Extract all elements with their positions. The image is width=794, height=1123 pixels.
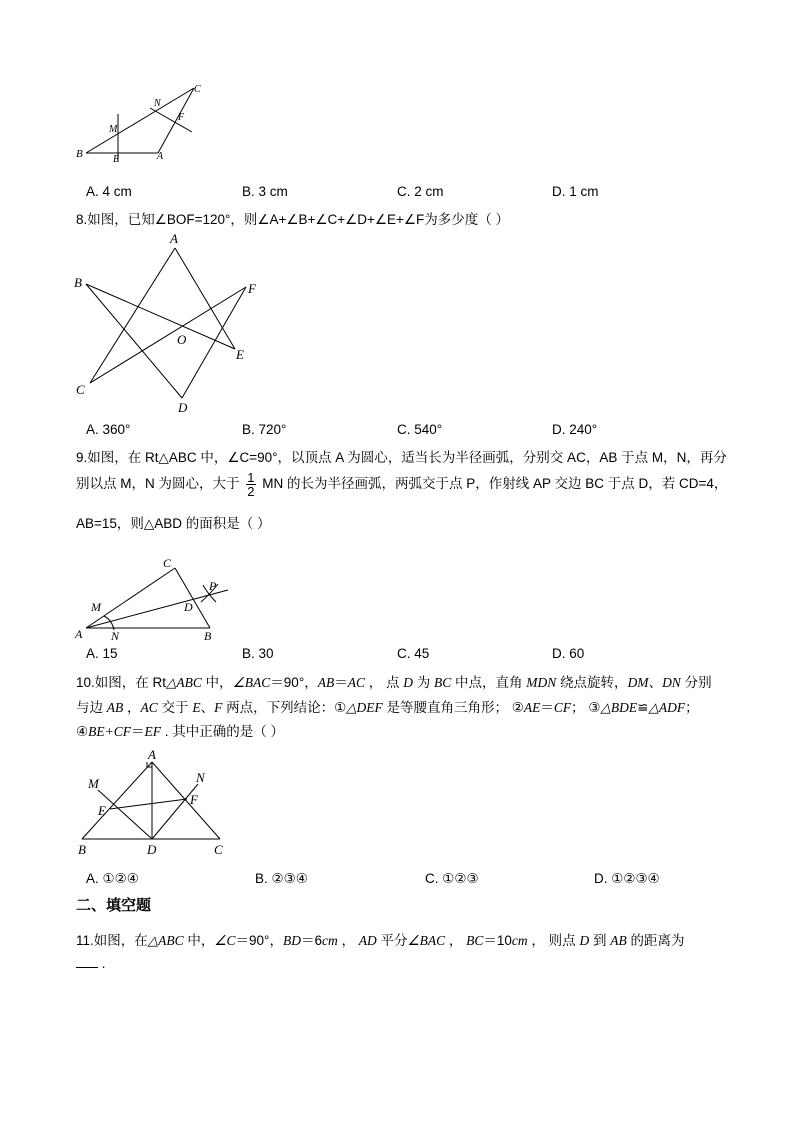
q10-l2-p8: 两点，下列结论：① <box>222 700 347 715</box>
q7-label-n: N <box>154 98 161 109</box>
q10-l2-p16: ≌ <box>637 700 649 715</box>
q10-l1-p8: ， 点 <box>364 675 404 690</box>
q10-l1-p7: AC <box>347 675 365 690</box>
q8-label-e: E <box>236 347 244 362</box>
q10-line2 <box>76 696 699 716</box>
q10-l2-p15: △BDE <box>600 700 638 715</box>
q10-l2-p18: ； <box>685 700 699 715</box>
q9-line2 <box>76 471 727 498</box>
q10-label-e: E <box>98 803 106 818</box>
q10-line1 <box>76 671 712 691</box>
q9-option-a: A. 15 <box>86 646 118 661</box>
q10-l1-p9: D <box>403 675 413 690</box>
q9-label-n: N <box>111 629 120 643</box>
q11-l1-p12: ， <box>445 933 467 948</box>
q7-label-f: F <box>178 112 185 123</box>
q10-l1-p5: AB <box>317 675 335 690</box>
q11-l1-p4: ＝90°， <box>235 933 283 948</box>
q10-l1-p17: DN <box>662 675 681 690</box>
q9-option-d: D. 60 <box>552 646 585 661</box>
q11-l1-p2: 中， <box>183 933 215 948</box>
q8-option-a: A. 360° <box>86 422 131 437</box>
q10-l1-p12: 中点，直角 <box>451 675 527 690</box>
q11-answer-blank[interactable] <box>76 967 98 968</box>
q9-line2-a: 别以点 M，N 为圆心，大于 <box>76 476 240 492</box>
q11-l1-p6: ＝6 <box>300 933 322 948</box>
q10-option-a: A. ①②④ <box>86 871 139 886</box>
q7-option-b: B. 3 cm <box>242 184 288 199</box>
q10-l1-p16: 、 <box>648 675 663 690</box>
q11-l1-p10: 平分 <box>376 933 408 948</box>
q10-l3-p1: BE+CF <box>88 724 131 739</box>
q10-l2-p11: AE <box>523 700 541 715</box>
q8-label-c: C <box>76 382 85 397</box>
q10-label-c: C <box>214 842 223 857</box>
q10-l1-p11: BC <box>434 675 452 690</box>
q8-figure <box>70 228 270 418</box>
q9-label-b: B <box>204 629 212 643</box>
q10-label-d: D <box>147 842 157 857</box>
q11-line1 <box>76 929 684 949</box>
q9-label-m: M <box>91 600 101 614</box>
q10-l2-p4: 交于 <box>157 700 193 715</box>
q11-l1-p9: AD <box>358 933 377 948</box>
q7-figure <box>70 80 210 170</box>
q10-l2-p6: 、 <box>200 700 215 715</box>
q9-option-c: C. 45 <box>397 646 430 661</box>
q9-option-b: B. 30 <box>242 646 274 661</box>
q10-l1-p1: △ABC <box>166 675 202 690</box>
q10-l1-p13: MDN <box>526 675 557 690</box>
q10-l1-p15: DM <box>627 675 649 690</box>
q8-option-c: C. 540° <box>397 422 443 437</box>
q11-line2-end: . <box>101 956 106 971</box>
q11-l1-p0: 11.如图，在 <box>76 933 148 948</box>
q11-l1-p11: ∠BAC <box>407 933 446 948</box>
q10-label-f: F <box>190 792 198 807</box>
q7-label-m: M <box>109 124 118 135</box>
q10-l3-p2: ＝ <box>130 724 145 739</box>
q7-label-c: C <box>194 84 201 95</box>
q10-l1-p10: 为 <box>413 675 435 690</box>
q10-line3 <box>76 720 284 740</box>
q10-option-c: C. ①②③ <box>425 871 479 886</box>
q11-l1-p8: ， <box>337 933 359 948</box>
q10-l2-p17: △ADF <box>648 700 686 715</box>
q11-l1-p14: ＝10 <box>483 933 512 948</box>
q8-option-d: D. 240° <box>552 422 598 437</box>
q11-l1-p7: cm <box>321 933 338 948</box>
q8-label-d: D <box>178 400 188 415</box>
q11-l1-p5: BD <box>282 933 301 948</box>
q11-l1-p19: AB <box>610 933 627 948</box>
q9-fraction <box>246 471 255 498</box>
q10-label-b: B <box>78 842 86 857</box>
q7-label-b: B <box>76 148 83 160</box>
q7-option-c: C. 2 cm <box>397 184 444 199</box>
q11-l1-p20: 的距离为 <box>626 933 685 948</box>
q8-option-b: B. 720° <box>242 422 287 437</box>
q9-label-c: C <box>163 556 172 570</box>
q10-l2-p14: ； ③ <box>571 700 601 715</box>
q9-frac-num: 1 <box>247 470 255 485</box>
q10-option-d: D. ①②③④ <box>594 871 660 886</box>
q10-label-n: N <box>196 770 205 785</box>
q8-label-a: A <box>170 231 178 246</box>
q10-l2-p1: AB <box>106 700 124 715</box>
q8-label-b: B <box>74 275 82 290</box>
q11-l1-p3: ∠C <box>214 933 236 948</box>
q10-l1-p3: ∠BAC <box>232 675 271 690</box>
section-title: 二、填空题 <box>76 897 152 914</box>
q9-label-p: P <box>209 579 217 593</box>
q11-l1-p17: D <box>579 933 590 948</box>
q11-l1-p15: cm <box>511 933 528 948</box>
q10-l1-p4: ＝90°， <box>270 675 318 690</box>
q10-l3-p4: . 其中正确的是（ ） <box>160 724 284 739</box>
q8-label-o: O <box>177 332 187 347</box>
q10-l2-p13: CF <box>553 700 572 715</box>
q9-figure <box>70 550 230 645</box>
q11-l1-p16: ， 则点 <box>527 933 580 948</box>
q10-l1-p2: 中， <box>201 675 233 690</box>
q10-l1-p6: ＝ <box>334 675 348 690</box>
q7-label-e: E <box>113 154 120 165</box>
q11-l1-p13: BC <box>466 933 484 948</box>
q10-l2-p7: F <box>214 700 223 715</box>
q10-l2-p3: AC <box>140 700 158 715</box>
q9-line3: AB=15，则△ABD 的面积是（ ） <box>76 516 271 531</box>
q10-l1-p0: 10.如图，在 Rt <box>76 675 167 690</box>
q10-figure <box>70 748 240 863</box>
q10-l1-p14: 绕点旋转， <box>556 675 628 690</box>
q10-l3-p0: ④ <box>76 724 89 739</box>
q9-line2-b: MN 的长为半径画弧，两弧交于点 P，作射线 AP 交边 BC 于点 D，若 CD=4， <box>262 476 728 492</box>
q10-l2-p12: ＝ <box>540 700 554 715</box>
q11-line2 <box>76 956 106 971</box>
q10-l2-p2: ， <box>123 700 141 715</box>
q10-label-m: M <box>88 776 99 791</box>
q8-label-f: F <box>248 281 256 296</box>
q10-label-a: A <box>148 748 156 762</box>
q8-stem: 8.如图，已知∠BOF=120°，则∠A+∠B+∠C+∠D+∠E+∠F为多少度（ ） <box>76 212 509 227</box>
q10-l2-p9: △DEF <box>346 700 383 715</box>
q9-line1: 9.如图，在 Rt△ABC 中，∠C=90°，以顶点 A 为圆心，适当长为半径画弧，分别交 AC，AB 于点 M，N，再分 <box>76 450 727 465</box>
q7-option-d: D. 1 cm <box>552 184 599 199</box>
q10-l2-p10: 是等腰直角三角形； ② <box>382 700 524 715</box>
q10-option-b: B. ②③④ <box>255 871 308 886</box>
q7-option-a: A. 4 cm <box>86 184 132 199</box>
q9-label-a: A <box>75 627 83 641</box>
q11-l1-p1: △ABC <box>147 933 184 948</box>
q7-label-a: A <box>157 151 164 162</box>
q9-frac-den: 2 <box>247 484 255 499</box>
q10-l3-p3: EF <box>144 724 161 739</box>
q10-l2-p0: 与边 <box>76 700 107 715</box>
q10-l1-p18: 分别 <box>680 675 712 690</box>
q10-l2-p5: E <box>192 700 201 715</box>
q11-l1-p18: 到 <box>589 933 611 948</box>
q9-label-d: D <box>184 600 193 614</box>
